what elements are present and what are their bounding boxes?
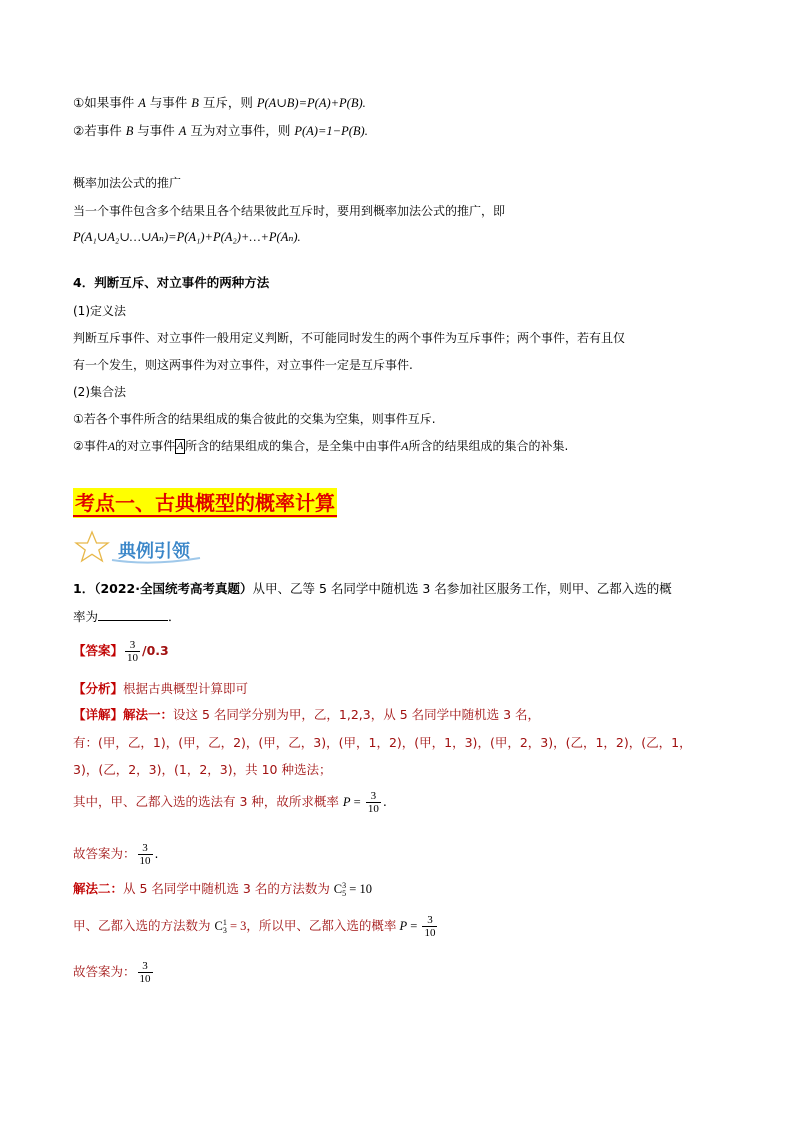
fraction-denominator: 10 — [367, 803, 379, 815]
var-p: P — [399, 919, 408, 933]
generalization-formula: P(A₁∪A₂∪…∪Aₙ)=P(A₁)+P(A₂)+…+P(Aₙ). — [73, 230, 301, 244]
rule-text: ①如果事件 — [73, 95, 139, 110]
fraction-denominator: 10 — [127, 652, 139, 664]
method1-label: 解法一： — [123, 707, 174, 722]
rule-text: 互为对立事件，则 — [186, 123, 295, 138]
rule-complementary — [73, 122, 368, 140]
equals: = — [350, 795, 364, 809]
problem-stem-line2 — [73, 608, 181, 626]
fraction-denominator: 10 — [424, 927, 436, 939]
final-fraction — [138, 960, 153, 985]
var-a: A — [178, 124, 187, 138]
problem-source: （2022·全国统考高考真题） — [94, 581, 253, 596]
combination-value: = 10 — [346, 882, 372, 896]
final-text: 故答案为： — [73, 846, 136, 861]
combination-sup: 1 — [222, 917, 227, 927]
analysis-text: 根据古典概型计算即可 — [123, 681, 249, 696]
equals: = — [407, 919, 421, 933]
method-set-title: (2)集合法 — [73, 385, 126, 399]
var-a: A — [107, 439, 116, 453]
enumeration-line-1: 有：(甲，乙，1)，(甲，乙，2)，(甲，乙，3)，(甲，1，2)，(甲，1，3)，(甲，2，3)，(乙，1，2)，(乙，1， — [73, 735, 692, 750]
section-title — [73, 488, 337, 518]
method2-label: 解法二： — [73, 881, 124, 896]
problem-text: 率为 — [73, 609, 99, 624]
method-definition-text: 判断互斥事件、对立事件一般用定义判断，不可能同时发生的两个事件为互斥事件；两个事件，若有且仅 — [73, 331, 626, 345]
rule-text: 与事件 — [133, 123, 179, 138]
fraction-numerator: 3 — [138, 960, 153, 973]
section-title-underline — [73, 515, 337, 517]
var-b: B — [125, 124, 134, 138]
combination-sup: 3 — [342, 880, 347, 890]
complement-symbol: A — [176, 440, 184, 452]
method1-text: 设这 5 名同学分别为甲，乙，1,2,3，从 5 名同学中随机选 3 名， — [173, 707, 541, 722]
detail-line — [73, 706, 540, 724]
analysis-line — [73, 680, 248, 698]
fraction-numerator: 3 — [422, 914, 437, 927]
fraction-denominator: 10 — [139, 973, 151, 985]
star-icon — [76, 532, 108, 561]
method2b-line — [73, 912, 439, 940]
var-a: A — [138, 96, 146, 110]
combination-symbol: C — [214, 919, 223, 933]
generalization-text: 当一个事件包含多个结果且各个结果彼此互斥时，要用到概率加法公式的推广，即 — [73, 204, 506, 218]
text: 的对立事件 — [115, 439, 176, 453]
rule-text: 互斥，则 — [198, 95, 257, 110]
fraction-numerator: 3 — [138, 842, 153, 855]
problem-number: 1． — [73, 581, 95, 596]
method2-line — [73, 880, 372, 898]
method2b-text: 甲、乙都入选的方法数为 — [73, 918, 215, 933]
text: ②事件 — [73, 439, 108, 453]
final1-line — [73, 840, 159, 868]
method2b-fraction — [422, 914, 437, 939]
rule-text: ②若事件 — [73, 123, 126, 138]
final-fraction — [138, 842, 153, 867]
text: 所含的结果组成的集合的补集. — [408, 439, 569, 453]
problem-text: ． — [168, 609, 181, 624]
var-p: P — [342, 795, 351, 809]
combination-sub: 5 — [342, 888, 347, 898]
rule-text: 与事件 — [145, 95, 192, 110]
problem-stem — [73, 580, 672, 598]
method2-text: 从 5 名同学中随机选 3 名的方法数为 — [123, 881, 334, 896]
fraction-numerator: 3 — [366, 790, 381, 803]
var-b: B — [191, 96, 199, 110]
formula: P(A)=1−P(B). — [294, 124, 368, 138]
method-definition-text: 有一个发生，则这两事件为对立事件，对立事件一定是互斥事件. — [73, 358, 413, 372]
answer-alt: /0.3 — [142, 643, 169, 658]
period: . — [154, 846, 159, 861]
final-text: 故答案为： — [73, 964, 136, 979]
fraction-denominator: 10 — [139, 855, 151, 867]
answer-fraction — [125, 639, 140, 664]
enumeration-line-2: 3)，(乙，2，3)，(1，2，3)，共 10 种选法； — [73, 762, 332, 777]
period: . — [382, 794, 387, 809]
answer-blank — [98, 608, 168, 621]
var-a: A — [401, 439, 409, 453]
formula: P(A∪B)=P(A)+P(B). — [256, 96, 366, 110]
section-title-text: 考点一、古典概型的概率计算 — [75, 491, 335, 515]
generalization-heading: 概率加法公式的推广 — [73, 176, 182, 190]
answer-line — [73, 638, 169, 664]
fraction-numerator: 3 — [125, 639, 140, 652]
result1-line — [73, 788, 387, 816]
combination-sub: 3 — [222, 925, 227, 935]
combination-symbol: C — [333, 882, 343, 896]
methods-heading: 4．判断互斥、对立事件的两种方法 — [73, 275, 270, 290]
text: 所含的结果组成的集合，是全集中由事件 — [185, 439, 402, 453]
example-label: 典例引领 — [118, 541, 190, 562]
result-text: 其中，甲、乙都入选的选法有 3 种，故所求概率 — [73, 794, 343, 809]
problem-text: 从甲、乙等 5 名同学中随机选 3 名参加社区服务工作，则甲、乙都入选的概 — [252, 581, 672, 596]
answer-label: 【答案】 — [73, 643, 124, 658]
rule-mutually-exclusive — [73, 94, 366, 112]
method-set-text — [73, 437, 568, 455]
method-set-text: ①若各个事件所含的结果组成的集合彼此的交集为空集，则事件互斥. — [73, 412, 436, 426]
method-definition-title: (1)定义法 — [73, 304, 126, 318]
analysis-label: 【分析】 — [73, 681, 124, 696]
result-fraction — [366, 790, 381, 815]
detail-label: 【详解】 — [73, 707, 124, 722]
method2b-value: = 3，所以甲、乙都入选的概率 — [226, 919, 400, 933]
final2-line — [73, 958, 155, 986]
